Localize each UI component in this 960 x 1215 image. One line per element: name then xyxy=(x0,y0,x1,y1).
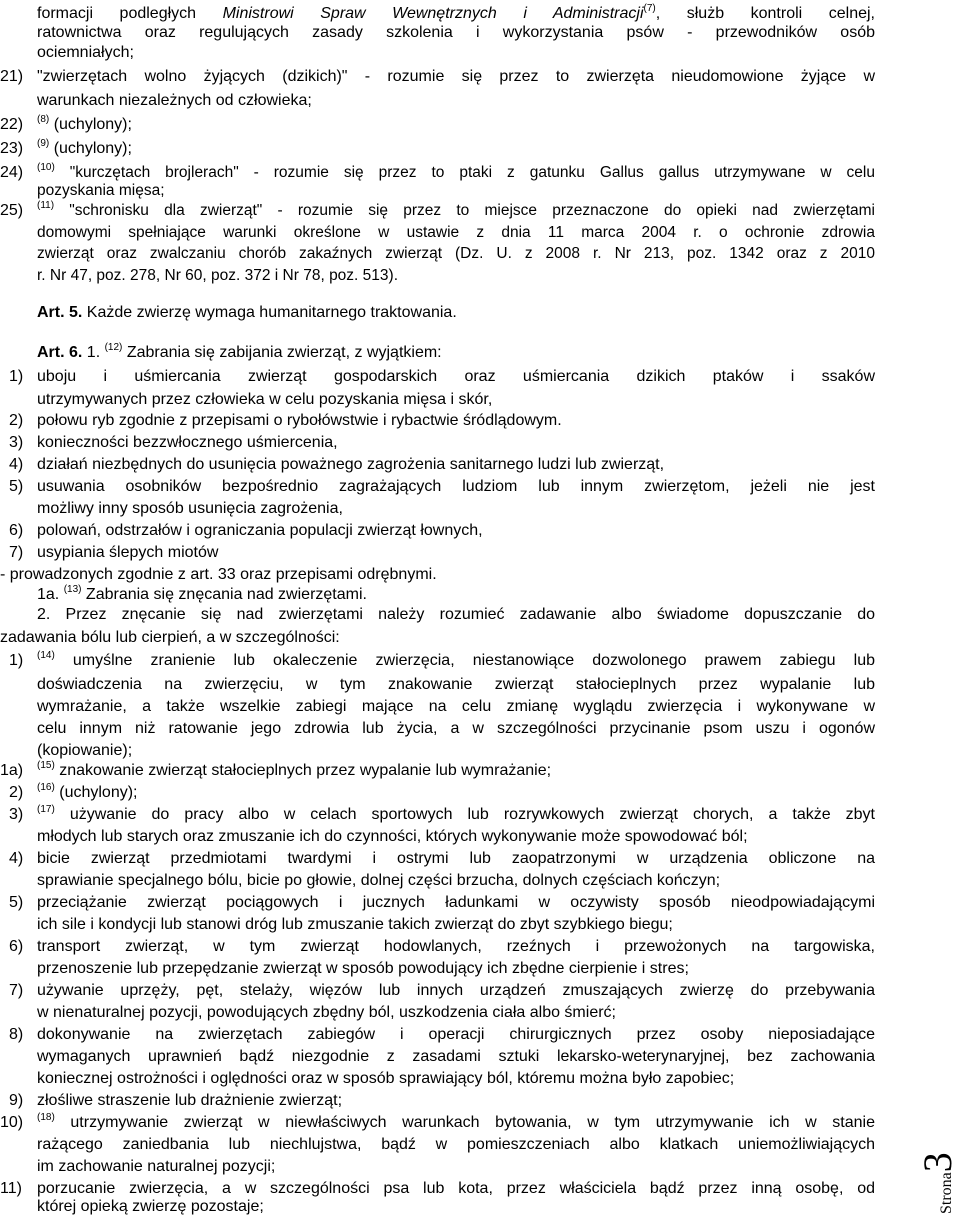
definition-line: warunkach niezależnych od człowieka; xyxy=(37,92,312,109)
article-text: Każde zwierzę wymaga humanitarnego traktowania. xyxy=(82,304,457,321)
list-number: 3) xyxy=(9,434,24,451)
footnote-ref: (8) xyxy=(37,114,50,125)
list-item-line: porzucanie zwierzęcia, a w szczególności psa lub kota, przez właściciela bądź przez inną osobę, od xyxy=(37,1180,875,1197)
list-item-line: rażącego zaniedbania lub niechlujstwa, bądź w pomieszczeniach albo klatkach uniemożliwiających xyxy=(37,1136,875,1153)
list-item-text: utrzymywanie zwierząt w niewłaściwych warunkach bytowania, w tym utrzymywanie ich w stanie xyxy=(70,1114,875,1131)
list-item-line: polowań, odstrzałów i ograniczania populacji zwierząt łownych, xyxy=(37,522,483,539)
footnote-ref: (13) xyxy=(63,584,82,595)
definition-number: 22) xyxy=(0,116,24,133)
list-item-line: sprawianie specjalnego bólu, bicie po głowie, dolnej części brzucha, dolnych częściach kończyn; xyxy=(37,872,721,889)
list-item-line: młodych lub starych oraz zmuszanie ich do czynności, których wykonywanie może spowodować ból; xyxy=(37,828,748,845)
paragraph-2-line: zadawania bólu lub cierpień, a w szczególności: xyxy=(0,629,340,646)
list-tail: - prowadzonych zgodnie z art. 33 oraz przepisami odrębnymi. xyxy=(0,566,437,583)
definition-line: "zwierzętach wolno żyjących (dzikich)" - rozumie się przez to zwierzęta nieudomowione żyjące w xyxy=(37,68,875,85)
page-number: 3 xyxy=(915,1152,960,1173)
page-word: Strona xyxy=(938,1172,955,1214)
footnote-ref: (18) xyxy=(37,1112,55,1123)
list-item-line xyxy=(37,760,552,779)
list-item-text: znakowanie zwierząt stałocieplnych przez wypalanie lub wymrażanie; xyxy=(59,762,552,779)
ministry-name: Ministrowi Spraw Wewnętrznych i Administracji xyxy=(222,5,644,22)
header-line-3: ociemniałych; xyxy=(37,44,134,61)
header-line-1 xyxy=(37,3,875,22)
list-item-line: ich sile i kondycji lub stanowi dróg lub zmuszanie takich zwierząt do zbyt szybkiego biegu; xyxy=(37,916,673,933)
list-item-line: uboju i uśmiercania zwierząt gospodarskich oraz uśmiercania dzikich ptaków i ssaków xyxy=(37,368,875,385)
footnote-ref: (11) xyxy=(37,200,55,211)
list-item-line: koniecznej ostrożności i oględności oraz w sposób sprawiający ból, któremu można było zapobiec; xyxy=(37,1070,735,1087)
paragraph-text: Zabrania się zabijania zwierząt, z wyjątkiem: xyxy=(122,344,442,361)
footnote-ref: (9) xyxy=(37,138,50,149)
list-item-line: wymrażanie, a także wszelkie zabiegi mające na celu zmianę wyglądu zwierzęcia i wykonywane w xyxy=(37,698,875,715)
list-item-line: celu innym niż ratowanie jego zdrowia lub życia, a w szczególności przycinanie psom uszu i ogonów xyxy=(37,720,875,737)
article-label: Art. 5. xyxy=(37,304,83,321)
list-number: 7) xyxy=(9,544,24,561)
list-item-line: (kopiowanie); xyxy=(37,742,133,759)
footnote-ref: (15) xyxy=(37,760,55,771)
list-item-line: możliwy inny sposób usunięcia zagrożenia, xyxy=(37,500,343,517)
list-number: 5) xyxy=(9,894,24,911)
list-item-line: działań niezbędnych do usunięcia poważnego zagrożenia sanitarnego ludzi lub zwierząt, xyxy=(37,456,665,473)
list-item-line xyxy=(37,1112,875,1131)
footnote-ref: (17) xyxy=(37,804,55,815)
paragraph-text: Zabrania się znęcania nad zwierzętami. xyxy=(81,586,367,603)
footnote-ref: (7) xyxy=(643,3,656,14)
definition-text: "kurczętach brojlerach" - rozumie się przez to ptaki z gatunku Gallus gallus utrzymywane w celu xyxy=(69,164,875,181)
article-6-ust-1 xyxy=(37,342,442,361)
definition-number: 24) xyxy=(0,164,24,181)
list-item-line: której opieką zwierzę pozostaje; xyxy=(37,1198,264,1215)
definition-line xyxy=(37,162,875,181)
list-number: 1a) xyxy=(0,762,24,779)
footnote-ref: (16) xyxy=(37,782,55,793)
list-number: 4) xyxy=(9,850,24,867)
definition-number: 23) xyxy=(0,140,24,157)
header-line-2: ratownictwa oraz regulujących zasady szkolenia i wykorzystania psów - przewodników osób xyxy=(37,24,875,41)
paragraph-number: 1a. xyxy=(37,586,64,603)
list-number: 10) xyxy=(0,1114,24,1131)
list-item-line: używanie uprzęży, pęt, stelaży, więzów lub innych urządzeń zmuszających zwierzę do przebywania xyxy=(37,982,875,999)
list-item-text: umyślne zranienie lub okaleczenie zwierzęcia, niestanowiące dozwolonego prawem zabiegu lub xyxy=(72,652,875,669)
footnote-ref: (12) xyxy=(104,342,123,353)
paragraph-1a xyxy=(37,584,367,603)
paragraph-2-line: 2. Przez znęcanie się nad zwierzętami należy rozumieć zadawanie albo świadome dopuszczanie do xyxy=(37,606,875,623)
list-item-line: utrzymywanych przez człowieka w celu pozyskania mięsa i skór, xyxy=(37,391,493,408)
definition-line xyxy=(37,200,875,219)
list-number: 8) xyxy=(9,1026,24,1043)
list-item-line: wymaganych uprawnień bądź niezgodnie z zasadami sztuki lekarsko-weterynaryjnej, bez zachowania xyxy=(37,1048,875,1065)
list-number: 3) xyxy=(9,806,24,823)
list-item-line: przeciążanie zwierząt pociągowych i jucznych ładunkami w oczywisty sposób nieodpowiadającymi xyxy=(37,894,875,911)
definition-line: domowymi spełniające warunki określone w ustawie z dnia 11 marca 2004 r. o ochronie zdrowia xyxy=(37,224,875,241)
definition-text: (uchylony); xyxy=(53,116,132,133)
list-number: 1) xyxy=(9,652,24,669)
definition-line xyxy=(37,138,132,157)
list-item-line: usypiania ślepych miotów xyxy=(37,544,219,561)
article-label: Art. 6. xyxy=(37,344,83,361)
list-item-line: konieczności bezzwłocznego uśmiercenia, xyxy=(37,434,338,451)
page-number-label xyxy=(915,1152,960,1214)
list-item-line xyxy=(37,782,138,801)
list-number: 6) xyxy=(9,522,24,539)
list-item-line xyxy=(37,650,875,669)
header-text: , służb kontroli celnej, xyxy=(655,5,875,22)
list-number: 2) xyxy=(9,412,24,429)
list-number: 7) xyxy=(9,982,24,999)
list-number: 9) xyxy=(9,1092,24,1109)
list-number: 11) xyxy=(0,1180,22,1197)
list-number: 1) xyxy=(9,368,24,385)
list-item-text: (uchylony); xyxy=(59,784,138,801)
footnote-ref: (14) xyxy=(37,650,55,661)
header-text: formacji podległych xyxy=(37,5,223,22)
definition-line xyxy=(37,114,132,133)
list-item-line: przenoszenie lub przepędzanie zwierząt w sposób powodujący ich zbędne cierpienie i stres; xyxy=(37,960,689,977)
list-item-line: doświadczenia na zwierzęciu, w tym znakowanie zwierząt stałocieplnych przez wypalanie lub xyxy=(37,676,875,693)
list-item-text: używanie do pracy albo w celach sportowych lub rozrywkowych zwierząt chorych, a także zbyt xyxy=(69,806,875,823)
definition-line: pozyskania mięsa; xyxy=(37,182,165,199)
list-item-line: im zachowanie naturalnej pozycji; xyxy=(37,1158,276,1175)
list-item-line: usuwania osobników bezpośrednio zagrażających ludziom lub innym zwierzętom, jeżeli nie jest xyxy=(37,478,875,495)
list-item-line: transport zwierząt, w tym zwierząt hodowlanych, rzeźnych i przewożonych na targowiska, xyxy=(37,938,875,955)
article-5 xyxy=(37,305,457,321)
footnote-ref: (10) xyxy=(37,162,55,173)
definition-line: zwierząt oraz zwalczaniu chorób zakaźnych zwierząt (Dz. U. z 2008 r. Nr 213, poz. 1342 oraz z 2010 xyxy=(37,245,875,262)
list-item-line xyxy=(37,804,875,823)
list-item-line: w nienaturalnej pozycji, powodujących zbędny ból, uszkodzenia ciała albo śmierć; xyxy=(37,1004,616,1021)
paragraph-number: 1. xyxy=(82,344,105,361)
definition-number: 21) xyxy=(0,68,24,85)
list-item-line: połowu ryb zgodnie z przepisami o rybołówstwie i rybactwie śródlądowym. xyxy=(37,412,562,429)
list-number: 4) xyxy=(9,456,24,473)
list-item-line: bicie zwierząt przedmiotami twardymi i ostrymi lub zaopatrzonymi w urządzenia obliczone na xyxy=(37,850,875,867)
list-number: 2) xyxy=(9,784,24,801)
definition-number: 25) xyxy=(0,202,24,219)
definition-line: r. Nr 47, poz. 278, Nr 60, poz. 372 i Nr 78, poz. 513). xyxy=(37,267,398,284)
list-item-line: dokonywanie na zwierzętach zabiegów i operacji chirurgicznych przez osoby nieposiadające xyxy=(37,1026,875,1043)
list-number: 6) xyxy=(9,938,24,955)
list-item-line: złośliwe straszenie lub drażnienie zwierząt; xyxy=(37,1092,343,1109)
definition-text: (uchylony); xyxy=(53,140,132,157)
definition-text: "schronisku dla zwierząt" - rozumie się przez to miejsce przeznaczone do opieki nad zwierzętami xyxy=(69,202,875,219)
list-number: 5) xyxy=(9,478,24,495)
